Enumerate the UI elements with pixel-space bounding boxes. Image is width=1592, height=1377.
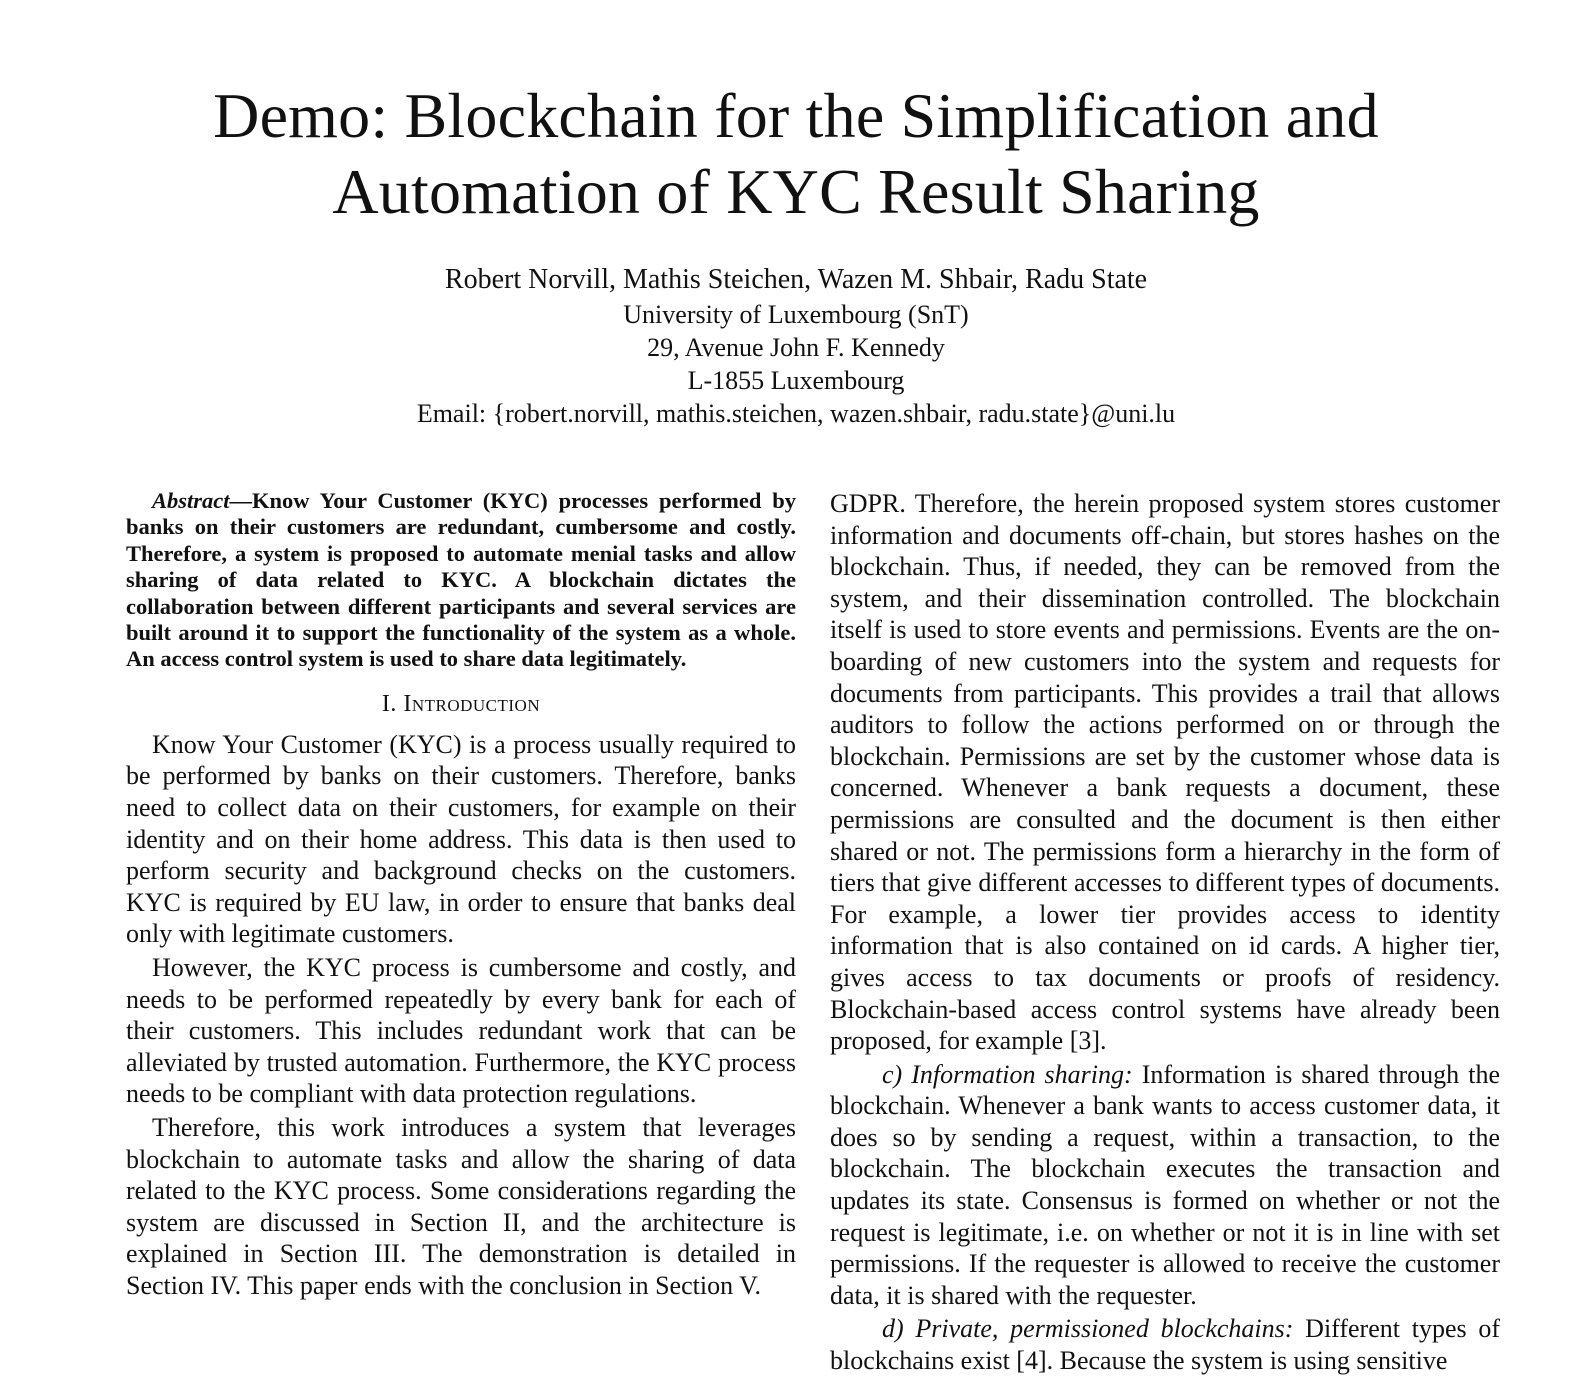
author-email: Email: {robert.norvill, mathis.steichen, wazen.shbair, radu.state}@uni.lu xyxy=(416,399,1176,428)
author-names: Robert Norvill, Mathis Steichen, Wazen M. Shbair, Radu State xyxy=(444,264,1148,295)
right-column xyxy=(830,488,1500,1377)
abstract-text: —Know Your Customer (KYC) processes performed by banks on their customers are redundant, cumbersome and costly. Therefore, a system is proposed to automate menial tasks and allow sharing of data related to KYC. A blockchain dictates the collaboration between different participants and several services are built around it to support the functionality of the system as a whole. An access control system is used to share data legitimately. xyxy=(126,488,796,672)
abstract xyxy=(126,488,796,673)
title-line-2: Automation of KYC Result Sharing xyxy=(332,156,1260,227)
info-sharing-text: Information is shared through the blockchain. Whenever a bank wants to access customer data, it does so by sending a request, within a transaction, to the blockchain. The blockchain executes the transaction and updates its state. Consensus is formed on whether or not the request is legitimate, i.e. on whether or not it is in line with set permissions. If the requester is allowed to receive the customer data, it is shared with the requester. xyxy=(830,1059,1501,1310)
info-sharing-heading: c) Information sharing: xyxy=(882,1059,1133,1089)
continuation-paragraph: GDPR. Therefore, the herein proposed system stores customer information and documents off-chain, but stores hashes on the blockchain. Thus, if needed, they can be removed from the system, and their dissemination controlled. The blockchain itself is used to store events and permissions. Events are the on-boarding of new customers into the system and requests for documents from participants. This provides a trail that allows auditors to follow the actions performed on or through the blockchain. Permissions are set by the customer whose data is concerned. Whenever a bank requests a document, these permissions are consulted and the document is then either shared or not. The permissions form a hierarchy in the form of tiers that give different accesses to different types of documents. For example, a lower tier provides access to identity information that is also contained on id cards. A higher tier, gives access to tax documents or proofs of residency. Blockchain-based access control systems have already been proposed, for example [3]. xyxy=(830,489,1500,1056)
title-line-1: Demo: Blockchain for the Simplification and xyxy=(213,80,1379,151)
address-city: L-1855 Luxembourg xyxy=(687,366,905,395)
affiliation: University of Luxembourg (SnT) xyxy=(623,300,969,329)
intro-paragraph: Know Your Customer (KYC) is a process usually required to be performed by banks on their customers. Therefore, banks need to collect data on their customers, for example on their identity and on their home address. This data is then used to perform security and background checks on the customers. KYC is required by EU law, in order to ensure that banks deal only with legitimate customers. xyxy=(126,729,796,949)
paper-title xyxy=(0,78,1592,230)
address-street: 29, Avenue John F. Kennedy xyxy=(647,333,945,362)
private-blockchains-heading: d) Private, permissioned blockchains: xyxy=(882,1314,1294,1344)
section-heading-introduction: I. Introduction xyxy=(381,690,541,717)
abstract-lead: Abstract xyxy=(152,488,230,513)
info-sharing-paragraph xyxy=(830,1059,1500,1312)
private-blockchains-text: Different types of blockchains exist [4]. Because the system is using sensitive xyxy=(830,1314,1500,1376)
left-column xyxy=(126,488,796,1302)
intro-paragraph: However, the KYC process is cumbersome and costly, and needs to be performed repeatedly by every bank for each of their customers. This includes redundant work that can be alleviated by trusted automation. Furthermore, the KYC process needs to be compliant with data protection regulations. xyxy=(126,953,796,1109)
private-blockchains-paragraph xyxy=(830,1313,1500,1376)
author-block xyxy=(0,262,1592,430)
intro-paragraph: Therefore, this work introduces a system that leverages blockchain to automate tasks and allow the sharing of data related to the KYC process. Some considerations regarding the system are discussed in Section II, and the architecture is explained in Section III. The demonstration is detailed in Section IV. This paper ends with the conclusion in Section V. xyxy=(126,1112,796,1300)
